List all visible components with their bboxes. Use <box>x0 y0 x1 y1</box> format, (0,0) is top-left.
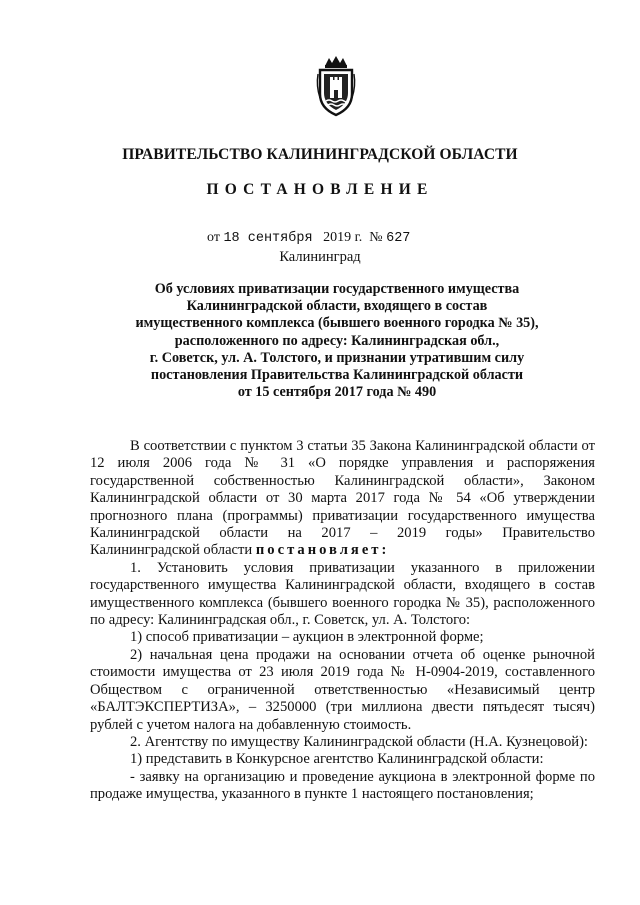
coat-of-arms-icon <box>315 54 357 118</box>
item-1-2: 2) начальная цена продажи на основании отчета об оценке рыночной стоимости имущества от 23 июля 2019 года № Н-0904-2019, составленного Обществом с ограниченной ответственностью «Независимый центр «БАЛТЭКСПЕРТИЗА», – 3250000 (три миллиона двести пятьдесят тысяч) рублей с учетом налога на добавленную стоимость. <box>90 646 595 733</box>
date-prefix: от <box>207 230 220 245</box>
decree-subject <box>108 281 566 401</box>
preamble-paragraph <box>90 438 595 560</box>
subject-line: от 15 сентября 2017 года № 490 <box>237 384 437 401</box>
subject-line: Калининградской области, входящего в состав <box>186 298 488 315</box>
government-title: ПРАВИТЕЛЬСТВО КАЛИНИНГРАДСКОЙ ОБЛАСТИ <box>122 146 518 163</box>
item-2-1-a: - заявку на организацию и проведение аукциона в электронной форме по продаже имущества, указанного в пункте 1 настоящего постановления; <box>90 768 595 803</box>
preamble-text: В соответствии с пунктом 3 статьи 35 Закона Калининградской области от 12 июля 2006 года № 31 «О порядке управления и распоряжения государственной собственностью Калининградской области», Законом Калининградской области от 30 марта 2017 года № 54 «Об утверждении прогнозного плана (программы) приватизации государственного имущества Калининградской области на 2017 – 2019 годы» Правительство Калининградской области <box>90 438 595 559</box>
resolves-word: постановляет: <box>255 542 390 559</box>
date-line <box>207 230 410 246</box>
subject-line: имущественного комплекса (бывшего военного городка № 35), <box>135 315 539 332</box>
date-year: 2019 г. <box>323 230 363 245</box>
item-1-1: 1) способ приватизации – аукцион в электронной форме; <box>130 629 484 646</box>
subject-line: расположенного по адресу: Калининградская обл., <box>174 332 500 349</box>
city-name: Калининград <box>279 249 361 265</box>
number-sign: № <box>369 230 383 245</box>
subject-line: постановления Правительства Калининградской области <box>150 367 524 384</box>
date-day-month: 18 сентября <box>223 231 313 246</box>
item-1: 1. Установить условия приватизации указанного в приложении государственного имущества Калининградской области, входящего в состав имущественного комплекса (бывшего военного городка № 35), расположенного по адресу: Калининградская обл., г. Советск, ул. А. Толстого: <box>90 559 595 629</box>
decree-number: 627 <box>386 231 411 246</box>
subject-line: г. Советск, ул. А. Толстого, и признании утратившим силу <box>149 349 525 366</box>
item-2-1: 1) представить в Конкурсное агентство Калининградской области: <box>130 751 544 768</box>
item-2: 2. Агентству по имуществу Калининградской области (Н.А. Кузнецовой): <box>130 733 588 750</box>
subject-line: Об условиях приватизации государственного имущества <box>154 281 520 297</box>
decree-body <box>90 438 595 804</box>
decree-title: ПОСТАНОВЛЕНИЕ <box>206 181 434 198</box>
